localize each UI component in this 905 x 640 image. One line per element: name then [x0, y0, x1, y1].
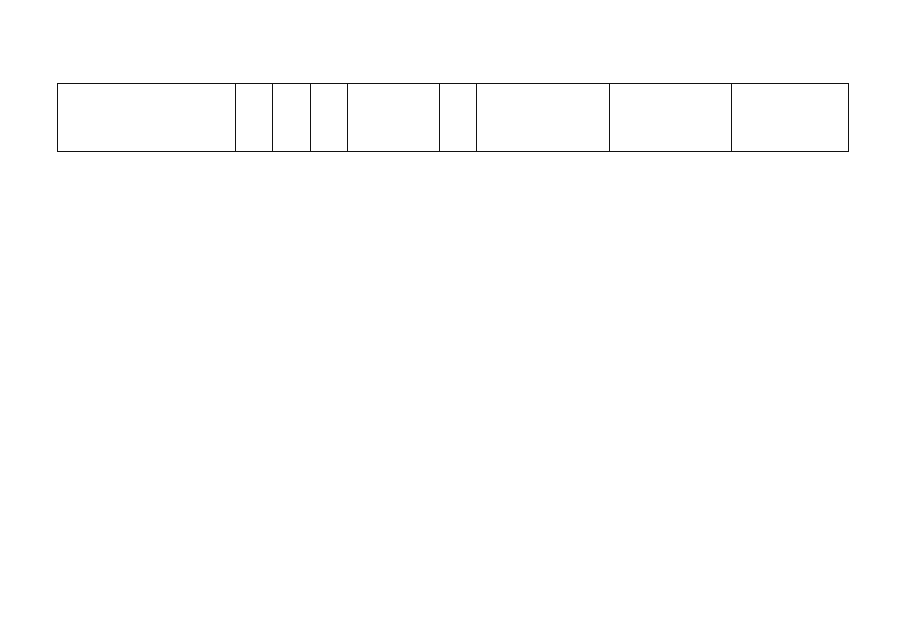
header-budget [477, 84, 610, 151]
header-done [610, 84, 732, 151]
header-pr [311, 84, 348, 151]
header-rz [273, 84, 311, 151]
header-ved [236, 84, 273, 151]
table-header [57, 83, 849, 152]
header-csr [348, 84, 440, 151]
header-name [58, 84, 236, 151]
header-deviation [732, 84, 848, 151]
header-vr [440, 84, 477, 151]
